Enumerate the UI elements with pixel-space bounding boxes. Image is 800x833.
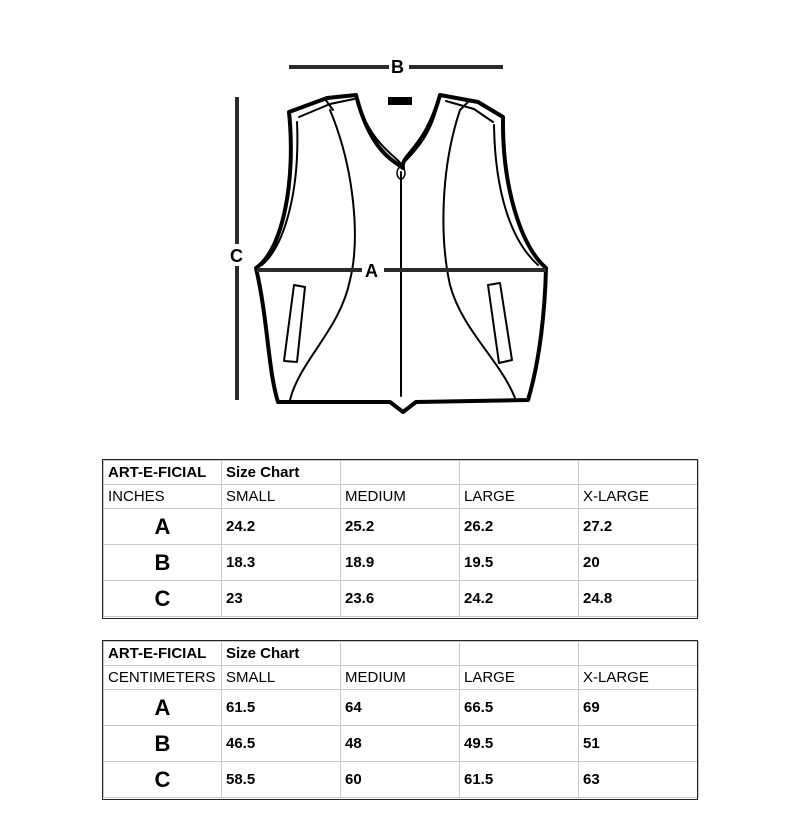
chart-title: Size Chart <box>222 461 341 485</box>
row-label: B <box>104 545 222 581</box>
table-cell: 19.5 <box>460 545 579 581</box>
table-cell: 63 <box>579 762 699 798</box>
size-x-large: X-LARGE <box>579 666 699 690</box>
empty-cell <box>460 642 579 666</box>
measure-b-label: B <box>391 57 404 77</box>
size-chart-centimeters <box>103 641 699 798</box>
table-cell: 51 <box>579 726 699 762</box>
table-cell: 24.2 <box>222 509 341 545</box>
table-row <box>104 545 699 581</box>
row-label: A <box>104 509 222 545</box>
right-pocket <box>488 283 512 363</box>
right-armhole-line <box>446 101 493 122</box>
table-cell: 18.9 <box>341 545 460 581</box>
table-cell: 69 <box>579 690 699 726</box>
table-cell: 60 <box>341 762 460 798</box>
size-x-large: X-LARGE <box>579 485 699 509</box>
table-cell: 27.2 <box>579 509 699 545</box>
neck-label-tag <box>388 97 412 105</box>
table-row <box>104 581 699 617</box>
table-cell: 23.6 <box>341 581 460 617</box>
table-cell: 23 <box>222 581 341 617</box>
empty-cell <box>579 642 699 666</box>
size-large: LARGE <box>460 666 579 690</box>
row-label: A <box>104 690 222 726</box>
table-cell: 18.3 <box>222 545 341 581</box>
table-cell: 61.5 <box>222 690 341 726</box>
size-small: SMALL <box>222 485 341 509</box>
table-cell: 58.5 <box>222 762 341 798</box>
table-cell: 64 <box>341 690 460 726</box>
empty-cell <box>341 642 460 666</box>
table-cell: 66.5 <box>460 690 579 726</box>
row-label: C <box>104 581 222 617</box>
table-cell: 20 <box>579 545 699 581</box>
right-armhole-curve <box>494 125 538 265</box>
table-row <box>104 509 699 545</box>
size-large: LARGE <box>460 485 579 509</box>
empty-cell <box>460 461 579 485</box>
unit-label: CENTIMETERS <box>104 666 222 690</box>
row-label: C <box>104 762 222 798</box>
table-size-row <box>104 485 699 509</box>
table-row <box>104 762 699 798</box>
table-cell: 48 <box>341 726 460 762</box>
table-header-row <box>104 642 699 666</box>
table-cell: 61.5 <box>460 762 579 798</box>
table-row <box>104 690 699 726</box>
left-pocket <box>284 285 305 362</box>
left-panel-seam <box>290 110 355 400</box>
chart-title: Size Chart <box>222 642 341 666</box>
table-cell: 49.5 <box>460 726 579 762</box>
brand-name: ART-E-FICIAL <box>104 642 222 666</box>
empty-cell <box>341 461 460 485</box>
table-cell: 46.5 <box>222 726 341 762</box>
size-medium: MEDIUM <box>341 666 460 690</box>
table-cell: 24.2 <box>460 581 579 617</box>
unit-label: INCHES <box>104 485 222 509</box>
table-cell: 24.8 <box>579 581 699 617</box>
empty-cell <box>579 461 699 485</box>
table-row <box>104 726 699 762</box>
size-medium: MEDIUM <box>341 485 460 509</box>
brand-name: ART-E-FICIAL <box>104 461 222 485</box>
table-size-row <box>104 666 699 690</box>
table-cell: 26.2 <box>460 509 579 545</box>
size-small: SMALL <box>222 666 341 690</box>
measure-a-label: A <box>365 261 378 281</box>
table-cell: 25.2 <box>341 509 460 545</box>
size-chart-inches <box>103 460 699 617</box>
row-label: B <box>104 726 222 762</box>
measure-c-label: C <box>230 246 243 266</box>
table-header-row <box>104 461 699 485</box>
